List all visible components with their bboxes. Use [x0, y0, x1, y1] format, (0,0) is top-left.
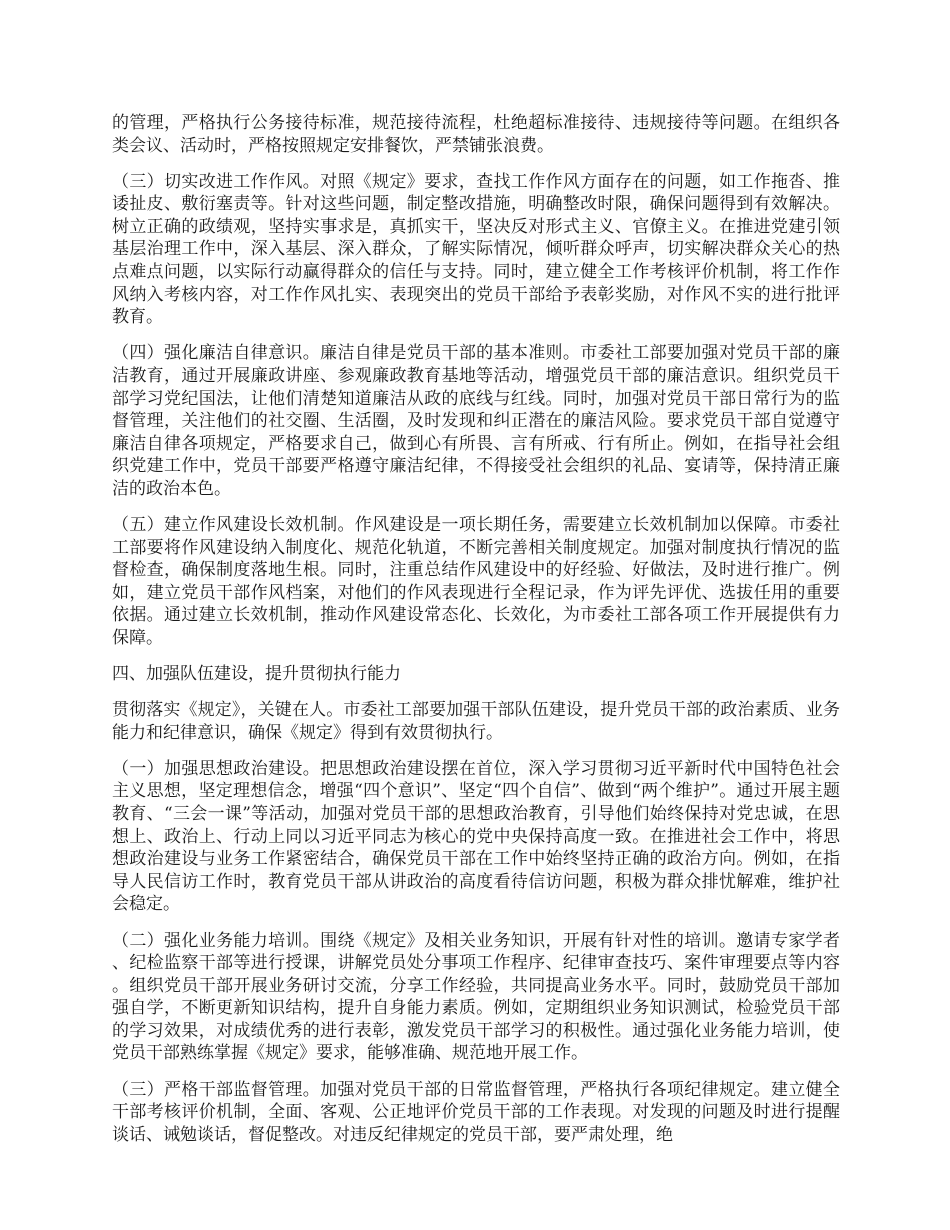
section-heading-team-building: 四、加强队伍建设，提升贯彻执行能力	[112, 664, 401, 685]
paragraph-cadre-supervision: （三）严格干部监督管理。加强对党员干部的日常监督管理，严格执行各项纪律规定。建立健全干部考核评价机制，全面、客观、公正地评价党员干部的工作表现。对发现的问题及时进行提醒谈话、诫勉谈话，督促整改。对违反纪律规定的党员干部，要严肃处理，绝	[112, 1079, 840, 1145]
paragraph-business-training: （二）强化业务能力培训。围绕《规定》及相关业务知识，开展有针对性的培训。邀请专家学者、纪检监察干部等进行授课，讲解党员处分事项工作程序、纪律审查技巧、案件审理要点等内容。组织党员干部开展业务研讨交流，分享工作经验，共同提高业务水平。同时，鼓励党员干部加强自学，不断更新知识结构，提升自身能力素质。例如，定期组织业务知识测试，检验党员干部的学习效果，对成绩优秀的进行表彰，激发党员干部学习的积极性。通过强化业务能力培训，使党员干部熟练掌握《规定》要求，能够准确、规范地开展工作。	[112, 930, 840, 1064]
paragraph-political-construction: （一）加强思想政治建设。把思想政治建设摆在首位，深入学习贯彻习近平新时代中国特色社会主义思想，坚定理想信念，增强“四个意识”、坚定“四个自信”、做到“两个维护”。通过开展主题教育、“三会一课”等活动，加强对党员干部的思想政治教育，引导他们始终保持对党忠诚，在思想上、政治上、行动上同以习近平同志为核心的党中央保持高度一致。在推进社会工作中，将思想政治建设与业务工作紧密结合，确保党员干部在工作中始终坚持正确的政治方向。例如，在指导人民信访工作时，教育党员干部从讲政治的高度看待信访问题，积极为群众排忧解难，维护社会稳定。	[112, 758, 840, 915]
paragraph-integrity-awareness: （四）强化廉洁自律意识。廉洁自律是党员干部的基本准则。市委社工部要加强对党员干部的廉洁教育，通过开展廉政讲座、参观廉政教育基地等活动，增强党员干部的廉洁意识。组织党员干部学习党纪国法，让他们清楚知道廉洁从政的底线与红线。同时，加强对党员干部日常行为的监督管理，关注他们的社交圈、生活圈，及时发现和纠正潜在的廉洁风险。要求党员干部自觉遵守廉洁自律各项规定，严格要求自己，做到心有所畏、言有所戒、行有所止。例如，在指导社会组织党建工作中，党员干部要严格遵守廉洁纪律，不得接受社会组织的礼品、宴请等，保持清正廉洁的政治本色。	[112, 343, 840, 499]
paragraph-improve-work-style: （三）切实改进工作作风。对照《规定》要求，查找工作作风方面存在的问题，如工作拖沓、推诿扯皮、敷衍塞责等。针对这些问题，制定整改措施，明确整改时限，确保问题得到有效解决。树立正确的政绩观，坚持实事求是，真抓实干，坚决反对形式主义、官僚主义。在推进党建引领基层治理工作中，深入基层、深入群众，了解实际情况，倾听群众呼声，切实解决群众关心的热点难点问题，以实际行动赢得群众的信任与支持。同时，建立健全工作考核评价机制，将工作作风纳入考核内容，对工作作风扎实、表现突出的党员干部给予表彰奖励，对作风不实的进行批评教育。	[112, 171, 840, 328]
paragraph-long-term-mechanism: （五）建立作风建设长效机制。作风建设是一项长期任务，需要建立长效机制加以保障。市委社工部要将作风建设纳入制度化、规范化轨道，不断完善相关制度规定。加强对制度执行情况的监督检查，确保制度落地生根。同时，注重总结作风建设中的好经验、好做法，及时进行推广。例如，建立党员干部作风档案，对他们的作风表现进行全程记录，作为评先评优、选拔任用的重要依据。通过建立长效机制，推动作风建设常态化、长效化，为市委社工部各项工作开展提供有力保障。	[112, 515, 840, 648]
document-page	[112, 112, 840, 1160]
paragraph-team-building-intro: 贯彻落实《规定》，关键在人。市委社工部要加强干部队伍建设，提升党员干部的政治素质、业务能力和纪律意识，确保《规定》得到有效贯彻执行。	[112, 700, 840, 743]
paragraph-reception-management: 的管理，严格执行公务接待标准，规范接待流程，杜绝超标准接待、违规接待等问题。在组织各类会议、活动时，严格按照规定安排餐饮，严禁铺张浪费。	[112, 113, 840, 156]
